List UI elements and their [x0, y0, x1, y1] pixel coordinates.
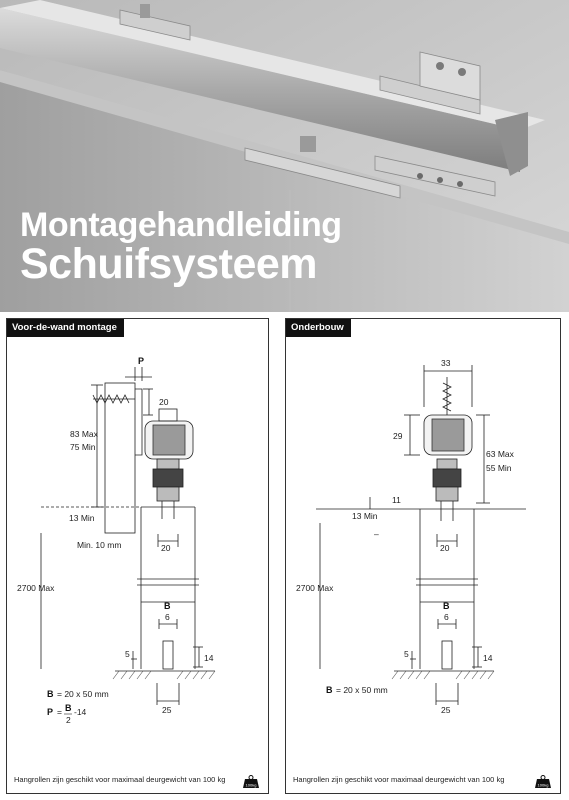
tab-under-construction: Onderbouw: [286, 319, 351, 337]
hero-photo: [0, 0, 569, 312]
panel-under-construction: [285, 318, 561, 794]
dim-20-bottom: 20: [161, 543, 171, 553]
dim-14: 14: [204, 653, 214, 663]
dim-5: 5: [404, 649, 409, 659]
dash-mark: –: [374, 529, 379, 539]
dim-2700-max: 2700 Max: [17, 583, 55, 593]
dim-6: 6: [444, 612, 449, 622]
weight-label: 100kg: [537, 782, 549, 788]
dim-20-top: 20: [159, 397, 169, 407]
dim-13-min: 13 Min: [69, 513, 95, 523]
dim-14: 14: [483, 653, 493, 663]
p-label: P: [138, 356, 145, 366]
under-construction-drawing: [286, 319, 560, 793]
dim-6: 6: [165, 612, 170, 622]
dim-min-10mm: Min. 10 mm: [77, 540, 122, 550]
formula-p-eq: =: [57, 707, 62, 717]
panel-wall-mount: [6, 318, 269, 794]
formula-b-label: B: [47, 689, 54, 699]
dim-20: 20: [440, 543, 450, 553]
dim-75-min: 75 Min: [70, 442, 96, 452]
dim-11: 11: [392, 495, 401, 505]
weight-icon: [242, 775, 260, 789]
formula-b-label: B: [326, 685, 333, 695]
formula-p-tail: -14: [74, 707, 87, 717]
tab-wall-mount: Voor-de-wand montage: [7, 319, 124, 337]
b-label: B: [443, 601, 450, 611]
b-label: B: [164, 601, 171, 611]
dim-13-min: 13 Min: [352, 511, 378, 521]
formula-b-value: = 20 x 50 mm: [336, 685, 388, 695]
dim-5: 5: [125, 649, 130, 659]
dim-2700-max: 2700 Max: [296, 583, 334, 593]
formula-p-den: 2: [66, 715, 71, 725]
dim-25: 25: [441, 705, 451, 715]
formula-p-num: B: [65, 703, 72, 713]
hero-title-line2: Schuifsysteem: [20, 240, 318, 288]
dim-33: 33: [441, 358, 451, 368]
footer-note: Hangrollen zijn geschikt voor maximaal deurgewicht van 100 kg: [14, 775, 226, 784]
dim-83-max: 83 Max: [70, 429, 98, 439]
dim-63-max: 63 Max: [486, 449, 514, 459]
hero-title-line1: Montagehandleiding: [20, 206, 342, 244]
weight-icon: [534, 775, 552, 789]
formula-p-label: P: [47, 707, 54, 717]
footer-note: Hangrollen zijn geschikt voor maximaal deurgewicht van 100 kg: [293, 775, 505, 784]
weight-label: 100kg: [245, 782, 257, 788]
wall-mount-drawing: [7, 319, 268, 793]
dim-55-min: 55 Min: [486, 463, 512, 473]
formula-b-value: = 20 x 50 mm: [57, 689, 109, 699]
dim-25: 25: [162, 705, 172, 715]
dim-29: 29: [393, 431, 403, 441]
